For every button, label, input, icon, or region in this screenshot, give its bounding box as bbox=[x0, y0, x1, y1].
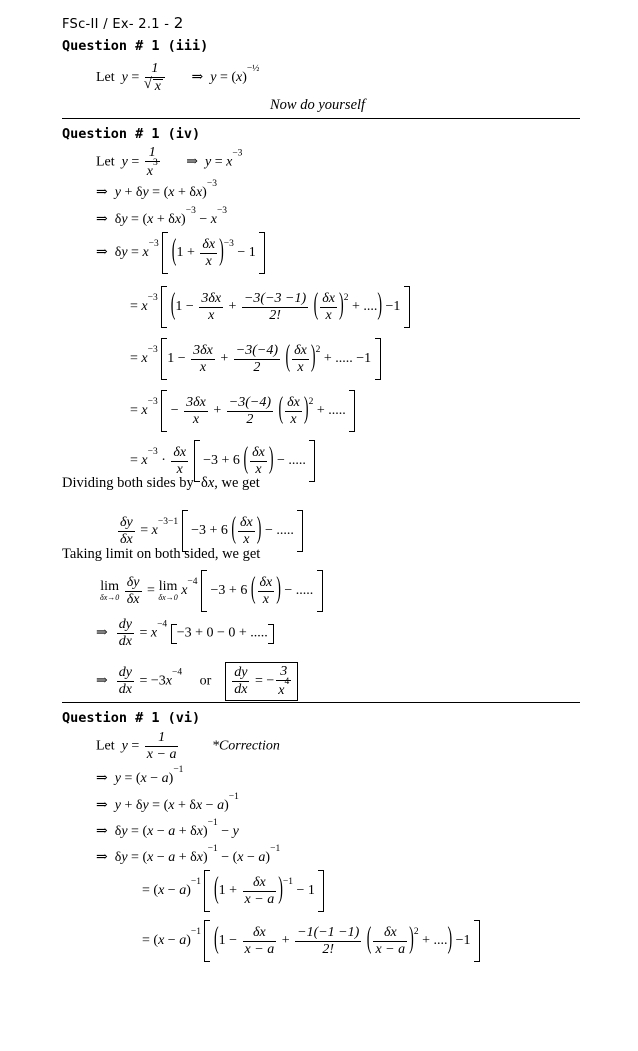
equation-vi-4: ⇒ $\delta y = (x - a + \delta x)^{-1} - y$ bbox=[96, 818, 239, 839]
taking-limit-text: Taking limit on both sided, we get bbox=[62, 546, 261, 562]
equation-iv-9: $\frac{\delta y}{\delta x}$ = $x^{-3-1} -3 + 6$ ( $\frac{\delta x}{x}$ ) − ..... bbox=[116, 510, 303, 552]
page-header bbox=[62, 14, 184, 32]
equation-vi-5: ⇒ $\delta y = (x - a + \delta x)^{-1} - (x - a)^{-1}$ bbox=[96, 844, 281, 865]
or-text: or bbox=[199, 673, 212, 689]
equation-iv-3: ⇒ $\delta y = (x + \delta x)^{-3} - x^{-3}$ bbox=[96, 206, 228, 227]
correction-note: *Correction bbox=[211, 738, 280, 754]
equation-iii-1: Let y = 1 √ x ⇒ $y = (x)^{-\frac{1}{2}}$ bbox=[96, 62, 259, 94]
dividing-text: Dividing both sides by δx, we get bbox=[62, 475, 260, 491]
question-title-1-iii: Question # 1 (iii) bbox=[62, 38, 209, 54]
equation-iv-7: = $x^{-3}$ − $\frac{3\delta x}{x}$ + $\frac{-3(-4)}{2}$ ( $\frac{\delta x}{x}$ )$^2$ + ..... bbox=[130, 390, 355, 432]
equation-vi-3: ⇒ $y + \delta y = (x + \delta x - a)^{-1}$ bbox=[96, 792, 239, 813]
note-now-do-yourself: Now do yourself bbox=[270, 97, 366, 113]
equation-iv-5: = $x^{-3}$ (1 − $\frac{3\delta x}{x}$ + $\frac{-3(-3 -1)}{2!}$ ( $\frac{\delta x}{x}$ )$^2$ + ....) −1 bbox=[130, 286, 410, 328]
question-title-1-vi: Question # 1 (vi) bbox=[62, 710, 201, 726]
equation-iv-2: ⇒ $y + \delta y = (x + \delta x)^{-3}$ bbox=[96, 179, 217, 200]
header-prefix: FSc-II / Ex- 2.1 - bbox=[62, 17, 174, 32]
equation-iv-12: ⇒ $\frac{dy}{dx}$ = $-3x^{-4}$ or $\frac{dy}{dx}$ = − $\frac{3}{x^4}$ bbox=[96, 662, 298, 701]
equation-vi-6: = $(x - a)^{-1}$ (1 + $\frac{\delta x}{x - a}$ )$^{-1}$ − 1 bbox=[142, 870, 324, 912]
equation-vi-2: ⇒ $y = (x - a)^{-1}$ bbox=[96, 765, 184, 786]
equation-vi-1: Let y = $\frac{1}{x - a}$ *Correction bbox=[96, 730, 280, 762]
equation-iv-1: Let y = $\frac{1}{x^3}$ ⇒ $y = x^{-3}$ bbox=[96, 145, 243, 179]
question-title-1-iv: Question # 1 (iv) bbox=[62, 126, 201, 142]
equation-iv-8: = $x^{-3}$ · $\frac{\delta x}{x}$ −3 + 6 ( $\frac{\delta x}{x}$ ) − ..... bbox=[130, 440, 315, 482]
section-divider bbox=[62, 118, 580, 119]
equation-iv-11: ⇒ $\frac{dy}{dx}$ = $x^{-4} -3 + 0 - 0$ + ..... bbox=[96, 618, 274, 649]
equation-iv-10: lim δx→0 $\frac{\delta y}{\delta x}$ = lim δx→0 $x^{-4} -3 + 6$ ( $\frac{\delta x}{x}$ ) − ..... bbox=[100, 570, 323, 612]
equation-iv-4: ⇒ $\delta y = x^{-3}$ (1 + $\frac{\delta x}{x}$ )$^{-3}$ − 1 bbox=[96, 232, 265, 274]
section-divider bbox=[62, 702, 580, 703]
equation-vi-7: = $(x - a)^{-1}$ (1 − $\frac{\delta x}{x - a}$ + $\frac{-1(-1 -1)}{2!}$ ( $\frac{\delta x}{x - a}$ )$^2$ + ....) −1 bbox=[142, 920, 480, 962]
equation-iv-6: = $x^{-3}$ 1 − $\frac{3\delta x}{x}$ + $\frac{-3(-4)}{2}$ ( $\frac{\delta x}{x}$ )$^2$ + ..... −1 bbox=[130, 338, 381, 380]
header-page-number: 2 bbox=[173, 14, 184, 32]
final-answer-box: $\frac{dy}{dx}$ = − $\frac{3}{x^4}$ bbox=[225, 662, 298, 701]
